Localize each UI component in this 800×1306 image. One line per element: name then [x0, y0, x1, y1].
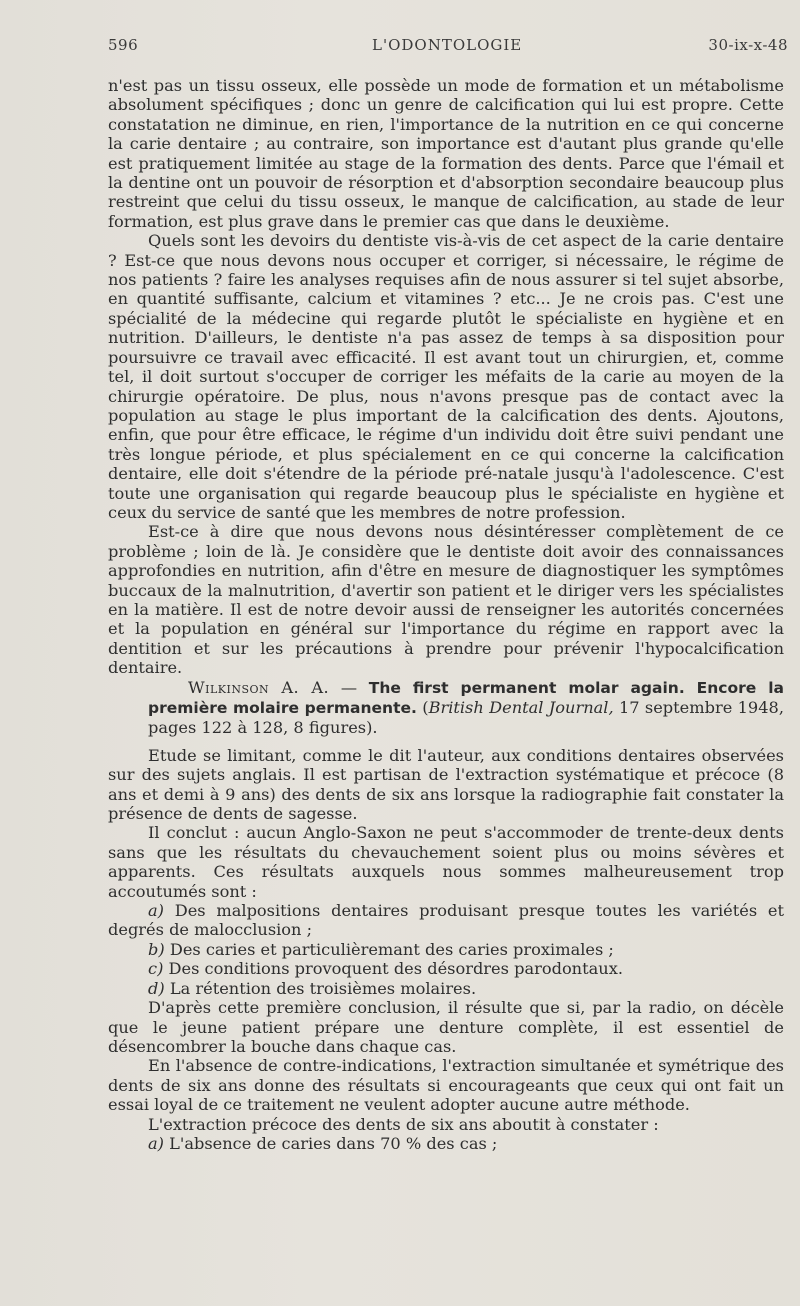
list-item — [108, 1134, 784, 1153]
paragraph: En l'absence de contre-indications, l'extraction simultanée et symétrique des dents de six ans donne des résultats si encourageants que ceux qui ont fait un essai loyal de ce traitement ne veulent adopter aucune autre méthode. — [108, 1056, 784, 1115]
list-marker: b) — [148, 939, 165, 959]
list-text: La rétention des troisièmes molaires. — [169, 978, 477, 998]
list-item — [108, 979, 784, 998]
review-source-journal: British Dental Journal, — [428, 698, 614, 717]
list-marker: a) — [148, 1133, 164, 1153]
list-text: Des malpositions dentaires produisant presque toutes les variétés et degrés de malocclusion ; — [108, 901, 784, 940]
journal-title: L'ODONTOLOGIE — [372, 36, 523, 54]
list-text: L'absence de caries dans 70 % des cas ; — [169, 1133, 498, 1153]
list-text: Des caries et particulièremant des caries proximales ; — [169, 939, 614, 959]
review-heading — [108, 678, 784, 738]
paragraph: Il conclut : aucun Anglo-Saxon ne peut s'accommoder de trente-deux dents sans que les résultats du chevauchement soient plus ou moins sévères et apparents. Ces résultats auxquels nous sommes malheureusement trop accoutumés sont : — [108, 823, 784, 901]
list-marker: a) — [148, 901, 164, 921]
paragraph: Etude se limitant, comme le dit l'auteur, aux conditions dentaires observées sur des sujets anglais. Il est partisan de l'extraction systématique et précoce (8 ans et demi à 9 ans) des dents de six ans lorsque la radiographie fait constater la présence de dents de sagesse. — [108, 745, 784, 824]
paragraph: Quels sont les devoirs du dentiste vis-à-vis de cet aspect de la carie dentaire ? Est-ce que nous devons nous occuper et corriger, si nécessaire, le régime de nos patients ? faire les analyses requises afin de nous assurer si tel sujet absorbe, en quantité suffisante, calcium et vitamines ? etc... Je ne crois pas. C'est une spécialité de la médecine qui regarde plutôt le spécialiste en hygiène et en nutrition. D'ailleurs, le dentiste n'a pas assez de temps à sa disposition pour poursuivre ce travail avec efficacité. Il est avant tout un chirurgien, et, comme tel, il doit surtout s'occuper de corriger les méfaits de la carie au moyen de la chirurgie opératoire. De plus, nous n'avons presque pas de contact avec la population au stage le plus important de la calcification des dents. Ajoutons, enfin, que pour être efficace, le régime d'un individu doit être suivi pendant une très longue période, et plus spécialement en ce qui concerne la calcification dentaire, elle doit s'étendre de la période pré-natale jusqu'à l'adolescence. C'est toute une organisation qui regarde beaucoup plus le spécialiste en hygiène et ceux du service de santé que les membres de notre profession. — [108, 231, 784, 522]
paragraph: n'est pas un tissu osseux, elle possède un mode de formation et un métabolisme absolument spécifiques ; donc un genre de calcification qui lui est propre. Cette constatation ne diminue, en rien, l'importance de la nutrition en ce qui concerne la carie dentaire ; au contraire, son importance est d'autant plus grande qu'elle est pratiquement limitée au stage de la formation des dents. Parce que l'émail et la dentine ont un pouvoir de résorption et d'absorption secondaire beaucoup plus restreint que celui du tissu osseux, le manque de calcification, au stade de leur formation, est plus grave dans le premier cas que dans le deuxième. — [108, 76, 784, 231]
paragraph: L'extraction précoce des dents de six ans aboutit à constater : — [148, 1114, 659, 1134]
issue-date: 30-ix-x-48 — [708, 36, 788, 54]
list-text: Des conditions provoquent des désordres parodontaux. — [168, 959, 623, 979]
review-source-open: ( — [416, 698, 429, 717]
review-source-details: 17 septembre 1948, pages 122 à 128, 8 figures). — [148, 698, 784, 738]
page-number: 596 — [108, 36, 139, 54]
list-item — [108, 959, 784, 978]
paragraph: Est-ce à dire que nous devons nous désintéresser complètement de ce problème ; loin de là. Je considère que le dentiste doit avoir des connaissances approfondies en nutrition, afin d'être en mesure de diagnostiquer les symptômes buccaux de la malnutrition, d'avertir son patient et le diriger vers les spécialistes en la matière. Il est de notre devoir aussi de renseigner les autorités concernées et la population en général sur l'importance du régime en rapport avec la dentition et sur les précautions à prendre pour prévenir l'hypocalcification dentaire. — [108, 522, 784, 678]
paragraph: D'après cette première conclusion, il résulte que si, par la radio, on décèle que le jeune patient prépare une denture complète, il est essentiel de désencombrer la bouche dans chaque cas. — [108, 998, 784, 1056]
review-author: Wilkinson A. A. — [188, 677, 330, 697]
list-item — [108, 940, 784, 959]
list-item — [108, 901, 784, 940]
list-marker: d) — [148, 978, 165, 998]
review-dash: — — [329, 677, 369, 697]
article-body — [108, 76, 784, 1153]
list-marker: c) — [148, 959, 164, 979]
review-title: The first permanent molar again. Encore la première molaire permanente. — [148, 678, 784, 717]
